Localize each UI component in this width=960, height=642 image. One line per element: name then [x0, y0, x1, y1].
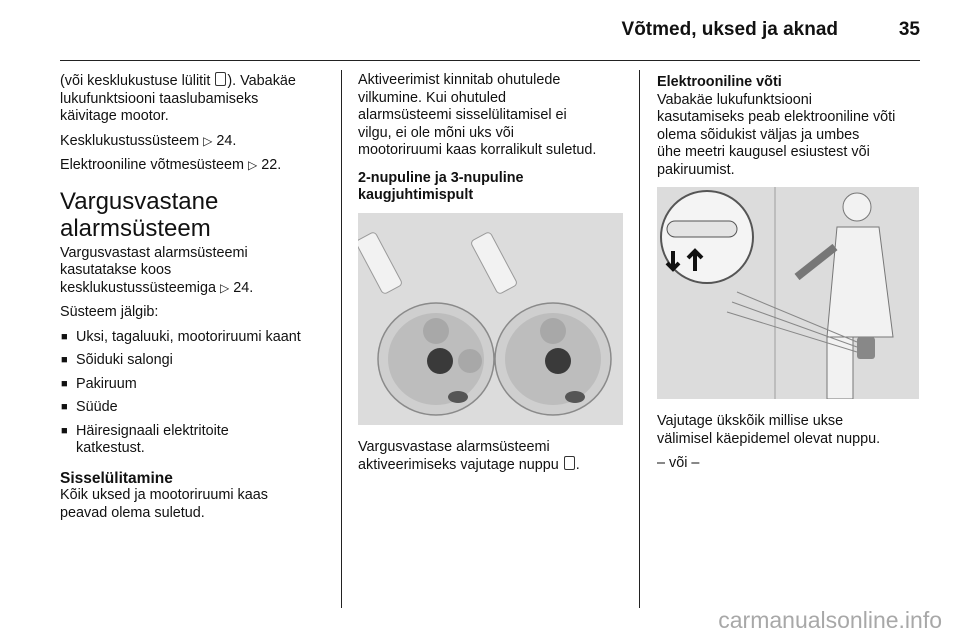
figure-caption: Vargusvastase alarmsüsteemi aktiveerimiseks vajutage nuppu .	[358, 438, 580, 473]
section-heading: Vargusvastane alarmsüsteem	[60, 187, 219, 242]
page-reference-icon: ▷	[219, 280, 230, 295]
remote-keys-illustration	[358, 213, 623, 425]
door-handle-icon	[661, 191, 753, 283]
figure-caption: Vajutage ükskõik millise ukse välimisel käepidemel olevat nuppu.	[657, 413, 881, 447]
list-item: ■ Süüde	[60, 399, 330, 417]
key-fob-icon	[857, 337, 875, 359]
cross-reference[interactable]: Elektrooniline võtmesüsteem ▷ 22.	[60, 157, 282, 173]
column-3	[657, 72, 932, 480]
list-item: ■ Uksi, tagaluuki, mootoriruumi kaant	[60, 329, 330, 347]
column-1	[60, 72, 330, 529]
section-paragraph: Vargusvastast alarmsüsteemi kasutatakse koos kesklukustussüsteemiga ▷ 24.	[60, 244, 254, 296]
page-header-title: Võtmed, uksed ja aknad	[621, 19, 838, 40]
monitored-items-list	[60, 329, 330, 458]
door-handle-illustration	[657, 187, 919, 399]
page-number: 35	[898, 19, 920, 40]
activation-paragraph: Aktiveerimist kinnitab ohutulede vilkumine. Kui ohutuled alarmsüsteemi sisselülitamisel ei vilgu, ei ole mõni uks või mootoriruumi kaas korralikult suletud.	[358, 72, 597, 158]
subsection-heading: Sisselülitamine	[60, 469, 173, 487]
list-item: ■ Häiresignaali elektritoite katkestust.	[60, 423, 330, 458]
page-reference-icon: ▷	[203, 133, 213, 148]
intro-paragraph: (või kesklukustuse lülitit ). Vabakäe lukufunktsiooni taaslubamiseks käivitage mootor.	[60, 73, 296, 124]
subsection-paragraph: Kõik uksed ja mootoriruumi kaas peavad olema suletud.	[60, 487, 268, 521]
column-2	[358, 72, 628, 482]
header-rule	[60, 60, 920, 61]
lock-icon	[564, 456, 575, 470]
column-divider-1	[341, 70, 342, 608]
electronic-key-paragraph: Vabakäe lukufunktsiooni kasutamiseks peab elektrooniline võti olema sõidukist väljas ja umbes ühe meetri kaugusel esiustest või pakiruumist.	[657, 91, 896, 178]
subsection-heading: Elektrooniline võti	[657, 74, 782, 90]
list-item: ■ Pakiruum	[60, 376, 330, 394]
column-divider-2	[639, 70, 640, 608]
page-reference-icon: ▷	[247, 158, 258, 172]
subsection-heading: 2-nupuline ja 3-nupuline kaugjuhtimispult	[358, 169, 524, 203]
list-item: ■ Sõiduki salongi	[60, 352, 330, 370]
lock-icon	[215, 72, 226, 86]
monitors-label: Süsteem jälgib:	[60, 304, 159, 320]
or-separator: – või –	[657, 455, 700, 471]
watermark: carmanualsonline.info	[718, 607, 942, 633]
cross-reference[interactable]: Kesklukustussüsteem ▷ 24.	[60, 132, 237, 149]
